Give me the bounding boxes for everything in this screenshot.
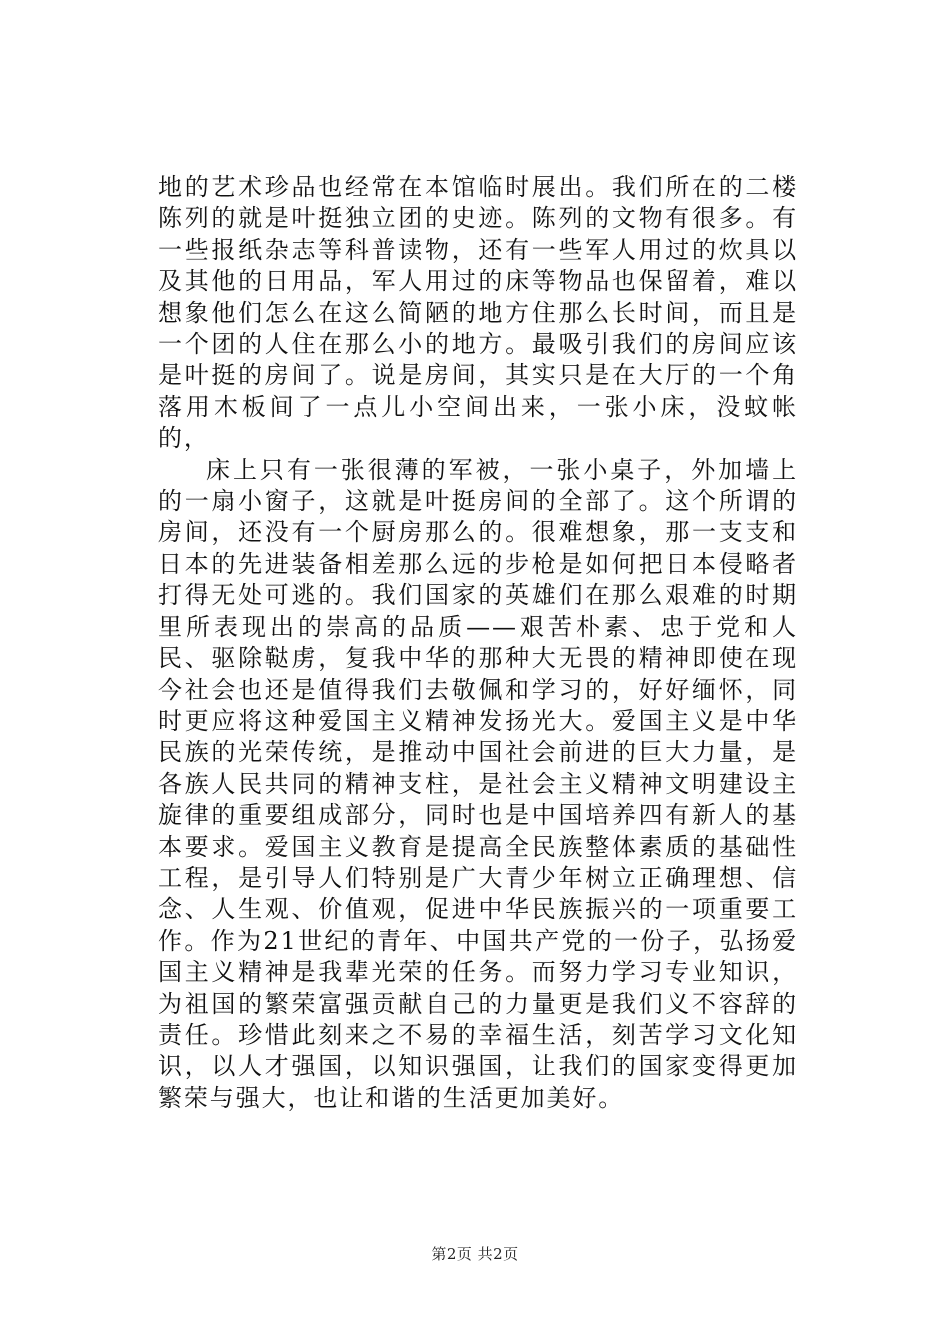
body-text — [158, 172, 798, 1114]
paragraph-1: 地的艺术珍品也经常在本馆临时展出。我们所在的二楼陈列的就是叶挺独立团的史迹。陈列的文物有很多。有一些报纸杂志等科普读物，还有一些军人用过的炊具以及其他的日用品，军人用过的床等物品也保留着，难以想象他们怎么在这么简陋的地方住那么长时间，而且是一个团的人住在那么小的地方。最吸引我们的房间应该是叶挺的房间了。说是房间，其实只是在大厅的一个角落用木板间了一点儿小空间出来，一张小床，没蚊帐的， — [158, 173, 798, 453]
page-number-label: 第2页 共2页 — [431, 1245, 519, 1263]
paragraph-2: 床上只有一张很薄的军被，一张小桌子，外加墙上的一扇小窗子，这就是叶挺房间的全部了。这个所谓的房间，还没有一个厨房那么的。很难想象，那一支支和日本的先进装备相差那么远的步枪是如何把日本侵略者打得无处可逃的。我们国家的英雄们在那么艰难的时期里所表现出的崇高的品质——艰苦朴素、忠于党和人民、驱除鞑虏，复我中华的那种大无畏的精神即使在现今社会也还是值得我们去敬佩和学习的，好好缅怀，同时更应将这种爱国主义精神发扬光大。爱国主义是中华民族的光荣传统，是推动中国社会前进的巨大力量，是各族人民共同的精神支柱，是社会主义精神文明建设主旋律的重要组成部分，同时也是中国培养四有新人的基本要求。爱国主义教育是提高全民族整体素质的基础性工程，是引导人们特别是广大青少年树立正确理想、信念、人生观、价值观，促进中华民族振兴的一项重要工作。作为21世纪的青年、中国共产党的一份子，弘扬爱国主义精神是我辈光荣的任务。而努力学习专业知识，为祖国的繁荣富强贡献自己的力量更是我们义不容辞的责任。珍惜此刻来之不易的幸福生活，刻苦学习文化知识，以人才强国，以知识强国，让我们的国家变得更加繁荣与强大，也让和谐的生活更加美好。 — [158, 455, 798, 1112]
page-footer — [0, 1244, 950, 1264]
